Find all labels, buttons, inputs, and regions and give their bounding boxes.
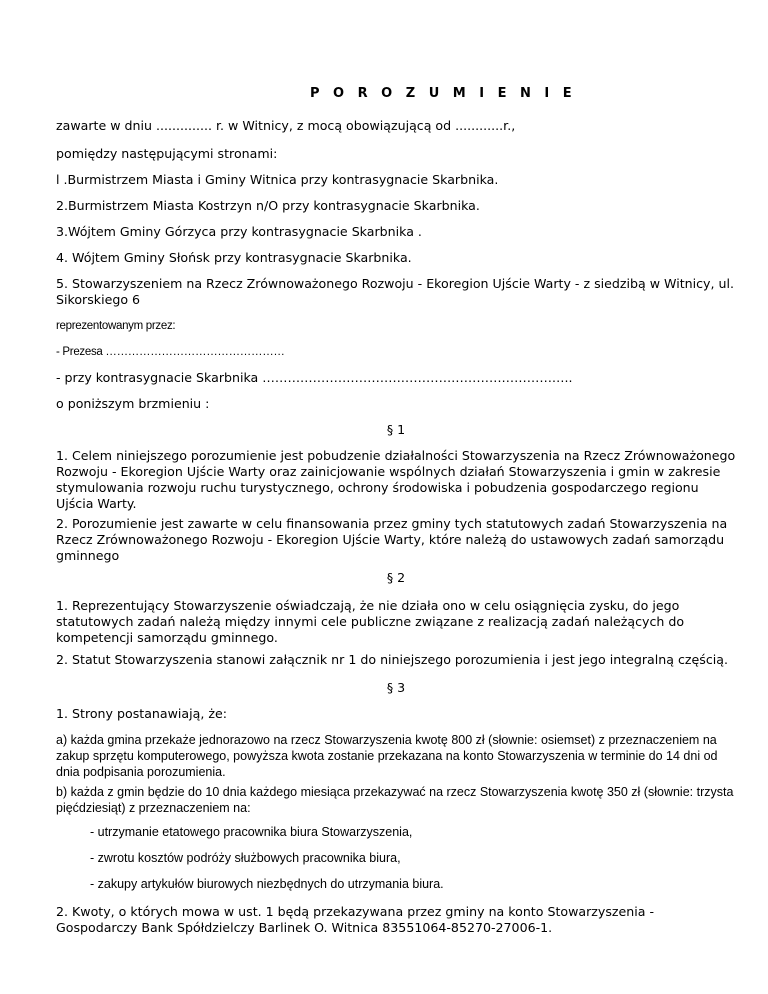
party-1: l .Burmistrzem Miasta i Gminy Witnica przy kontrasygnacie Skarbnika. — [56, 172, 499, 187]
wording-line: o poniższym brzmieniu : — [56, 396, 210, 411]
section-2-heading: § 2 — [386, 570, 406, 585]
party-4: 4. Wójtem Gminy Słońsk przy kontrasygnacie Skarbnika. — [56, 250, 412, 265]
section-3-point-a: a) każda gmina przekaże jednorazowo na rzecz Stowarzyszenia kwotę 800 zł (słownie: osiemset) z przeznaczeniem na zakup sprzętu komputerowego, powyższa kwota zostanie przekazana na konto Stowarzyszenia w terminie do 14 dni od dnia podpisania porozumienia. — [56, 733, 718, 779]
document-title: P O R O Z U M I E N I E — [310, 86, 577, 101]
section-1-heading: § 1 — [386, 422, 406, 437]
section-2-paragraph-1: 1. Reprezentujący Stowarzyszenie oświadczają, że nie działa ono w celu osiągnięcia zysku, do jego statutowych zadań należą między innymi cele publiczne związane z realizacją zadań należących do kompetencji samorządu gminnego. — [56, 598, 685, 645]
intro-line: zawarte w dniu .............. r. w Witnicy, z mocą obowiązującą od ............r., — [56, 118, 516, 133]
parties-intro: pomiędzy następującymi stronami: — [56, 146, 278, 161]
treasurer-line: - przy kontrasygnacie Skarbnika ……………………………………………………………….. — [56, 370, 573, 385]
party-5: 5. Stowarzyszeniem na Rzecz Zrównoważonego Rozwoju - Ekoregion Ujście Warty - z siedzibą w Witnicy, ul. Sikorskiego 6 — [56, 276, 734, 307]
section-1-paragraph-2: 2. Porozumienie jest zawarte w celu finansowania przez gminy tych statutowych zadań Stowarzyszenia na Rzecz Zrównoważonego Rozwoju - Ekoregion Ujście Warty, które należą do ustawowych zadań samorządu gminnego — [56, 516, 728, 563]
representation-label: reprezentowanym przez: — [56, 320, 176, 332]
section-1-paragraph-1: 1. Celem niniejszego porozumienie jest pobudzenie działalności Stowarzyszenia na Rzecz Zrównoważonego Rozwoju - Ekoregion Ujście Warty oraz zainicjowanie wspólnych działań Stowarzyszenia i gmin w zakresie stymulowania rozwoju ruchu turystycznego, ochrony środowiska i pobudzenia gospodarczego regionu Ujścia Warty. — [56, 448, 736, 511]
section-3-point-b: b) każda z gmin będzie do 10 dnia każdego miesiąca przekazywać na rzecz Stowarzyszenia kwotę 350 zł (słownie: trzysta pięćdziesiąt) z przeznaczeniem na: — [56, 785, 734, 815]
section-2-paragraph-2: 2. Statut Stowarzyszenia stanowi załącznik nr 1 do niniejszego porozumienia i jest jego integralną częścią. — [56, 652, 728, 667]
section-3-item: - zakupy artykułów biurowych niezbędnych do utrzymania biura. — [90, 877, 444, 891]
section-3-paragraph-1: 1. Strony postanawiają, że: — [56, 706, 227, 721]
president-line: - Prezesa ………………………………………… — [56, 346, 285, 358]
party-3: 3.Wójtem Gminy Górzyca przy kontrasygnacie Skarbnika . — [56, 224, 422, 239]
section-3-heading: § 3 — [386, 680, 406, 695]
party-2: 2.Burmistrzem Miasta Kostrzyn n/O przy kontrasygnacie Skarbnika. — [56, 198, 480, 213]
section-3-item: - zwrotu kosztów podróży służbowych pracownika biura, — [90, 851, 401, 865]
section-3-item: - utrzymanie etatowego pracownika biura Stowarzyszenia, — [90, 825, 413, 839]
section-3-paragraph-2: 2. Kwoty, o których mowa w ust. 1 będą przekazywana przez gminy na konto Stowarzyszenia - Gospodarczy Bank Spółdzielczy Barlinek O. Witnica 83551064-85270-27006-1. — [56, 904, 655, 935]
